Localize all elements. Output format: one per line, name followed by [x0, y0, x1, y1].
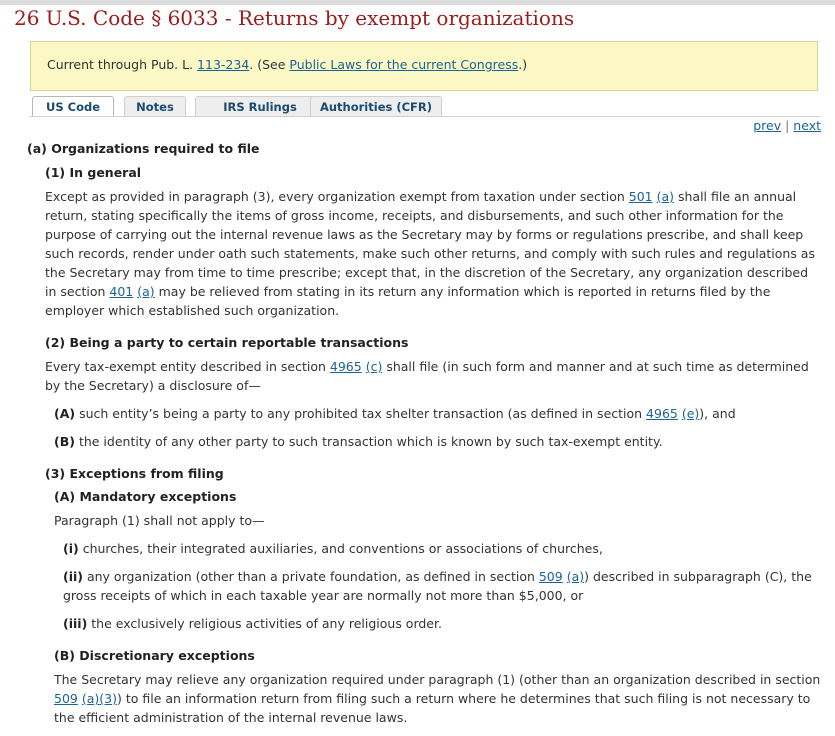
section-4965-link[interactable]: 4965	[329, 359, 362, 374]
notice-text: . (See	[249, 57, 290, 72]
page-title: 26 U.S. Code § 6033 - Returns by exempt organizations	[14, 6, 575, 30]
subparagraph-a3A-heading: (A) Mandatory exceptions	[54, 489, 237, 504]
prev-next-nav	[753, 118, 821, 133]
prev-link[interactable]: prev	[753, 118, 782, 133]
section-401-link[interactable]: 401	[109, 284, 134, 299]
clause-ii: (ii) any organization (other than a private foundation, as defined in section 509 (a)) described in subparagraph (C), the gross receipts of which in each taxable year are normally not more than $5,000, or	[63, 569, 812, 603]
notice-text: Current through Pub. L.	[47, 57, 198, 72]
top-border	[0, 0, 835, 5]
section-509a3-link[interactable]: (a)(3)	[81, 691, 117, 706]
tab-us-code[interactable]: US Code	[32, 96, 114, 116]
tab-authorities-cfr[interactable]: Authorities (CFR)	[310, 96, 442, 116]
item-a2A: (A) such entity’s being a party to any prohibited tax shelter transaction (as defined in section 4965 (e)), and	[54, 406, 736, 421]
section-4965e-link[interactable]: (e)	[681, 406, 700, 421]
section-401a-link[interactable]: (a)	[137, 284, 155, 299]
paragraph-a2-text: Every tax-exempt entity described in section 4965 (c) shall file (in such form and manner and at such time as determined by the Secretary) a disclosure of—	[45, 359, 809, 393]
section-501-link[interactable]: 501	[628, 189, 653, 204]
paragraph-a1-text: Except as provided in paragraph (3), every organization exempt from taxation under section 501 (a) shall file an annual return, stating specifically the items of gross income, receipts, and disbursements, and such other information for the purpose of carrying out the internal revenue laws as the Secretary may by forms or regulations prescribe, and shall keep such records, render under oath such statements, make such other returns, and comply with such rules and regulations as the Secretary may from time to time prescribe; except that, in the discretion of the Secretary, any organization described in section 401 (a) may be relieved from stating in its return any information which is reported in returns filed by the employer which established such organization.	[45, 189, 815, 318]
notice-text: .)	[518, 57, 528, 72]
section-4965c-link[interactable]: (c)	[365, 359, 383, 374]
nav-separator: |	[781, 118, 794, 133]
paragraph-a2-heading: (2) Being a party to certain reportable transactions	[45, 335, 409, 350]
next-link[interactable]: next	[793, 118, 821, 133]
clause-i: (i) churches, their integrated auxiliaries, and conventions or associations of churches,	[63, 541, 603, 556]
item-a2B: (B) the identity of any other party to such transaction which is known by such tax-exempt entity.	[54, 434, 663, 449]
tab-divider	[30, 116, 820, 117]
tab-irs-rulings[interactable]: IRS Rulings	[195, 96, 325, 116]
subsection-a-heading: (a) Organizations required to file	[27, 141, 260, 156]
section-509-link[interactable]: 509	[54, 691, 78, 706]
pub-law-link[interactable]: 113-234	[197, 57, 250, 72]
currency-notice	[30, 41, 818, 91]
subparagraph-a3B-heading: (B) Discretionary exceptions	[54, 648, 255, 663]
section-501a-link[interactable]: (a)	[656, 189, 675, 204]
section-4965-link[interactable]: 4965	[646, 406, 678, 421]
subparagraph-a3B-text: The Secretary may relieve any organization required under paragraph (1) (other than an organization described in section 509 (a)(3)) to file an information return from filing such a return where he determines that such filing is not necessary to the efficient administration of the internal revenue laws.	[54, 672, 821, 725]
paragraph-a3-heading: (3) Exceptions from filing	[45, 466, 224, 481]
paragraph-a1-heading: (1) In general	[45, 165, 142, 180]
section-509-link[interactable]: 509	[538, 569, 563, 584]
clause-iii: (iii) the exclusively religious activities of any religious order.	[63, 616, 442, 631]
public-laws-link[interactable]: Public Laws for the current Congress	[289, 57, 519, 72]
subparagraph-a3A-intro: Paragraph (1) shall not apply to—	[54, 513, 265, 528]
tab-notes[interactable]: Notes	[124, 96, 186, 116]
section-509a-link[interactable]: (a)	[566, 569, 585, 584]
